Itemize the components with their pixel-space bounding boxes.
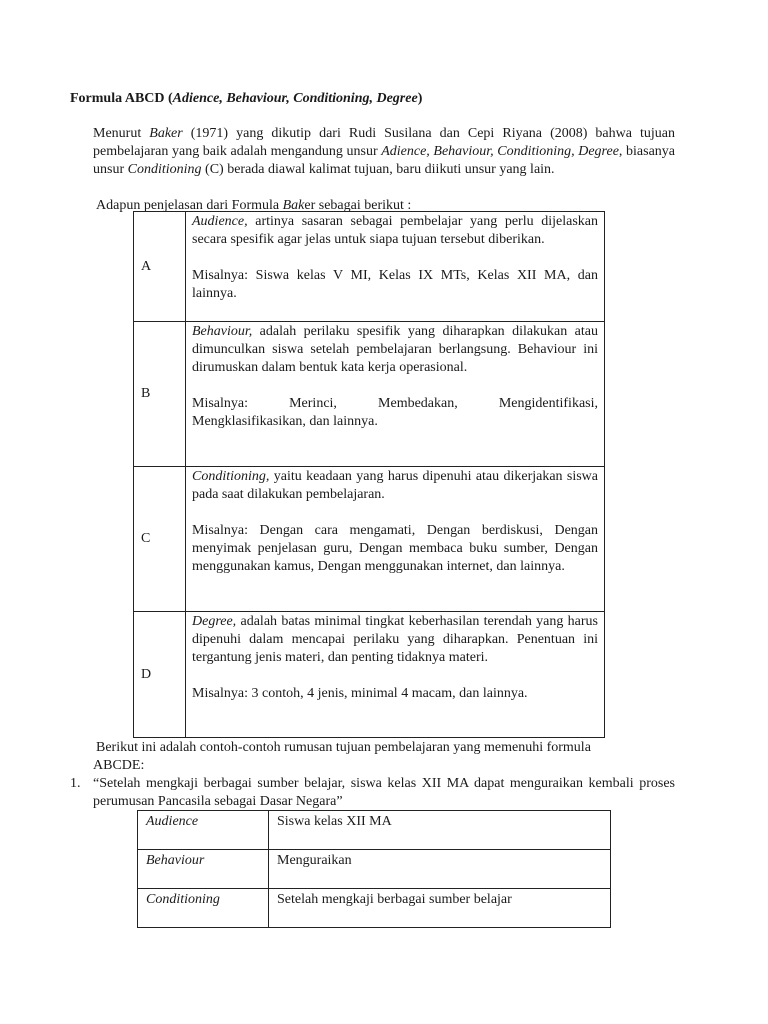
abcd-formula-table	[133, 211, 605, 738]
lead-text-1: Adapun penjelasan dari Formula	[96, 198, 283, 213]
example-key: Conditioning	[138, 889, 269, 928]
title-open-paren: (	[164, 91, 173, 106]
row-definition	[192, 468, 598, 504]
list-item-text: “Setelah mengkaji berbagai sumber belajar, siswa kelas XII MA dapat menguraikan kembali proses perumusan Pancasila sebagai Dasar Negara”	[93, 776, 675, 809]
example-value: Menguraikan	[269, 850, 611, 889]
table-row	[138, 889, 611, 928]
example-value: Siswa kelas XII MA	[269, 811, 611, 850]
table-row-c	[134, 467, 605, 612]
row-example: Misalnya: Siswa kelas V MI, Kelas IX MTs, Kelas XII MA, dan lainnya.	[192, 268, 598, 301]
closing-line-1: Berikut ini adalah contoh-contoh rumusan tujuan pembelajaran yang memenuhi formula	[96, 740, 591, 755]
row-term: Degree,	[192, 614, 237, 629]
table-row-b	[134, 322, 605, 467]
row-term: Conditioning,	[192, 469, 270, 484]
intro-paragraph	[93, 125, 675, 179]
title-close-paren: )	[417, 91, 423, 106]
document-title	[70, 90, 422, 108]
title-main: Formula ABCD	[70, 91, 165, 106]
row-definition	[192, 323, 598, 377]
example-key: Behaviour	[138, 850, 269, 889]
intro-italic-terms: Adience, Behaviour, Conditioning, Degree	[381, 144, 619, 159]
row-letter: B	[134, 322, 186, 467]
row-letter: D	[134, 612, 186, 738]
row-description	[186, 212, 605, 322]
table-row	[138, 811, 611, 850]
example-key: Audience	[138, 811, 269, 850]
intro-conditioning: Conditioning	[127, 162, 202, 177]
row-example: Misalnya: Dengan cara mengamati, Dengan berdiskusi, Dengan menyimak penjelasan guru, Dengan membaca buku sumber, Dengan menggunakan kamus, Dengan menggunakan internet, dan lainnya.	[192, 523, 598, 574]
intro-text-1: Menurut	[93, 126, 150, 141]
row-letter: C	[134, 467, 186, 612]
row-description	[186, 322, 605, 467]
row-desc-text: adalah batas minimal tingkat keberhasilan terendah yang harus dipenuhi dalam mencapai perilaku yang diharapkan. Penentuan ini tergantung jenis materi, dan penting tidaknya materi.	[192, 614, 598, 665]
list-item-number: 1.	[70, 776, 81, 791]
row-term: Behaviour,	[192, 324, 253, 339]
title-italic-terms: Adience, Behaviour, Conditioning, Degree	[172, 91, 418, 106]
example-value: Setelah mengkaji berbagai sumber belajar	[269, 889, 611, 928]
row-description	[186, 467, 605, 612]
row-definition	[192, 613, 598, 667]
table-row-a	[134, 212, 605, 322]
intro-text-3: , biasanya unsur	[93, 144, 675, 177]
closing-line-2: ABCDE:	[93, 758, 145, 773]
lead-text-2: er sebagai berikut :	[304, 198, 412, 213]
intro-baker: Baker	[149, 126, 183, 141]
table-row	[138, 850, 611, 889]
row-example: Misalnya: Merinci, Membedakan, Mengidentifikasi, Mengklasifikasikan, dan lainnya.	[192, 396, 598, 429]
row-definition	[192, 213, 598, 249]
lead-bak: Bak	[282, 198, 305, 213]
row-description	[186, 612, 605, 738]
intro-text-4: (C) berada diawal kalimat tujuan, baru diikuti unsur yang lain.	[201, 162, 555, 177]
row-term: Audience,	[192, 214, 248, 229]
intro-text-2: (1971) yang dikutip dari Rudi Susilana dan Cepi Riyana (2008) bahwa tujuan pembelajaran yang baik adalah mengandung unsur	[93, 126, 676, 159]
row-desc-text: yaitu keadaan yang harus dipenuhi atau dikerjakan siswa pada saat dilakukan pembelajaran.	[192, 469, 598, 502]
table-row-d	[134, 612, 605, 738]
example-analysis-table	[137, 810, 611, 928]
row-desc-text: artinya sasaran sebagai pembelajar yang perlu dijelaskan secara spesifik agar jelas untuk siapa tujuan tersebut diberikan.	[192, 214, 598, 247]
row-letter: A	[134, 212, 186, 322]
row-desc-text: adalah perilaku spesifik yang diharapkan dilakukan atau dimunculkan siswa setelah pembelajaran berlangsung. Behaviour ini dirumuskan dalam bentuk kata kerja operasional.	[192, 324, 598, 375]
row-example: Misalnya: 3 contoh, 4 jenis, minimal 4 macam, dan lainnya.	[192, 686, 528, 701]
